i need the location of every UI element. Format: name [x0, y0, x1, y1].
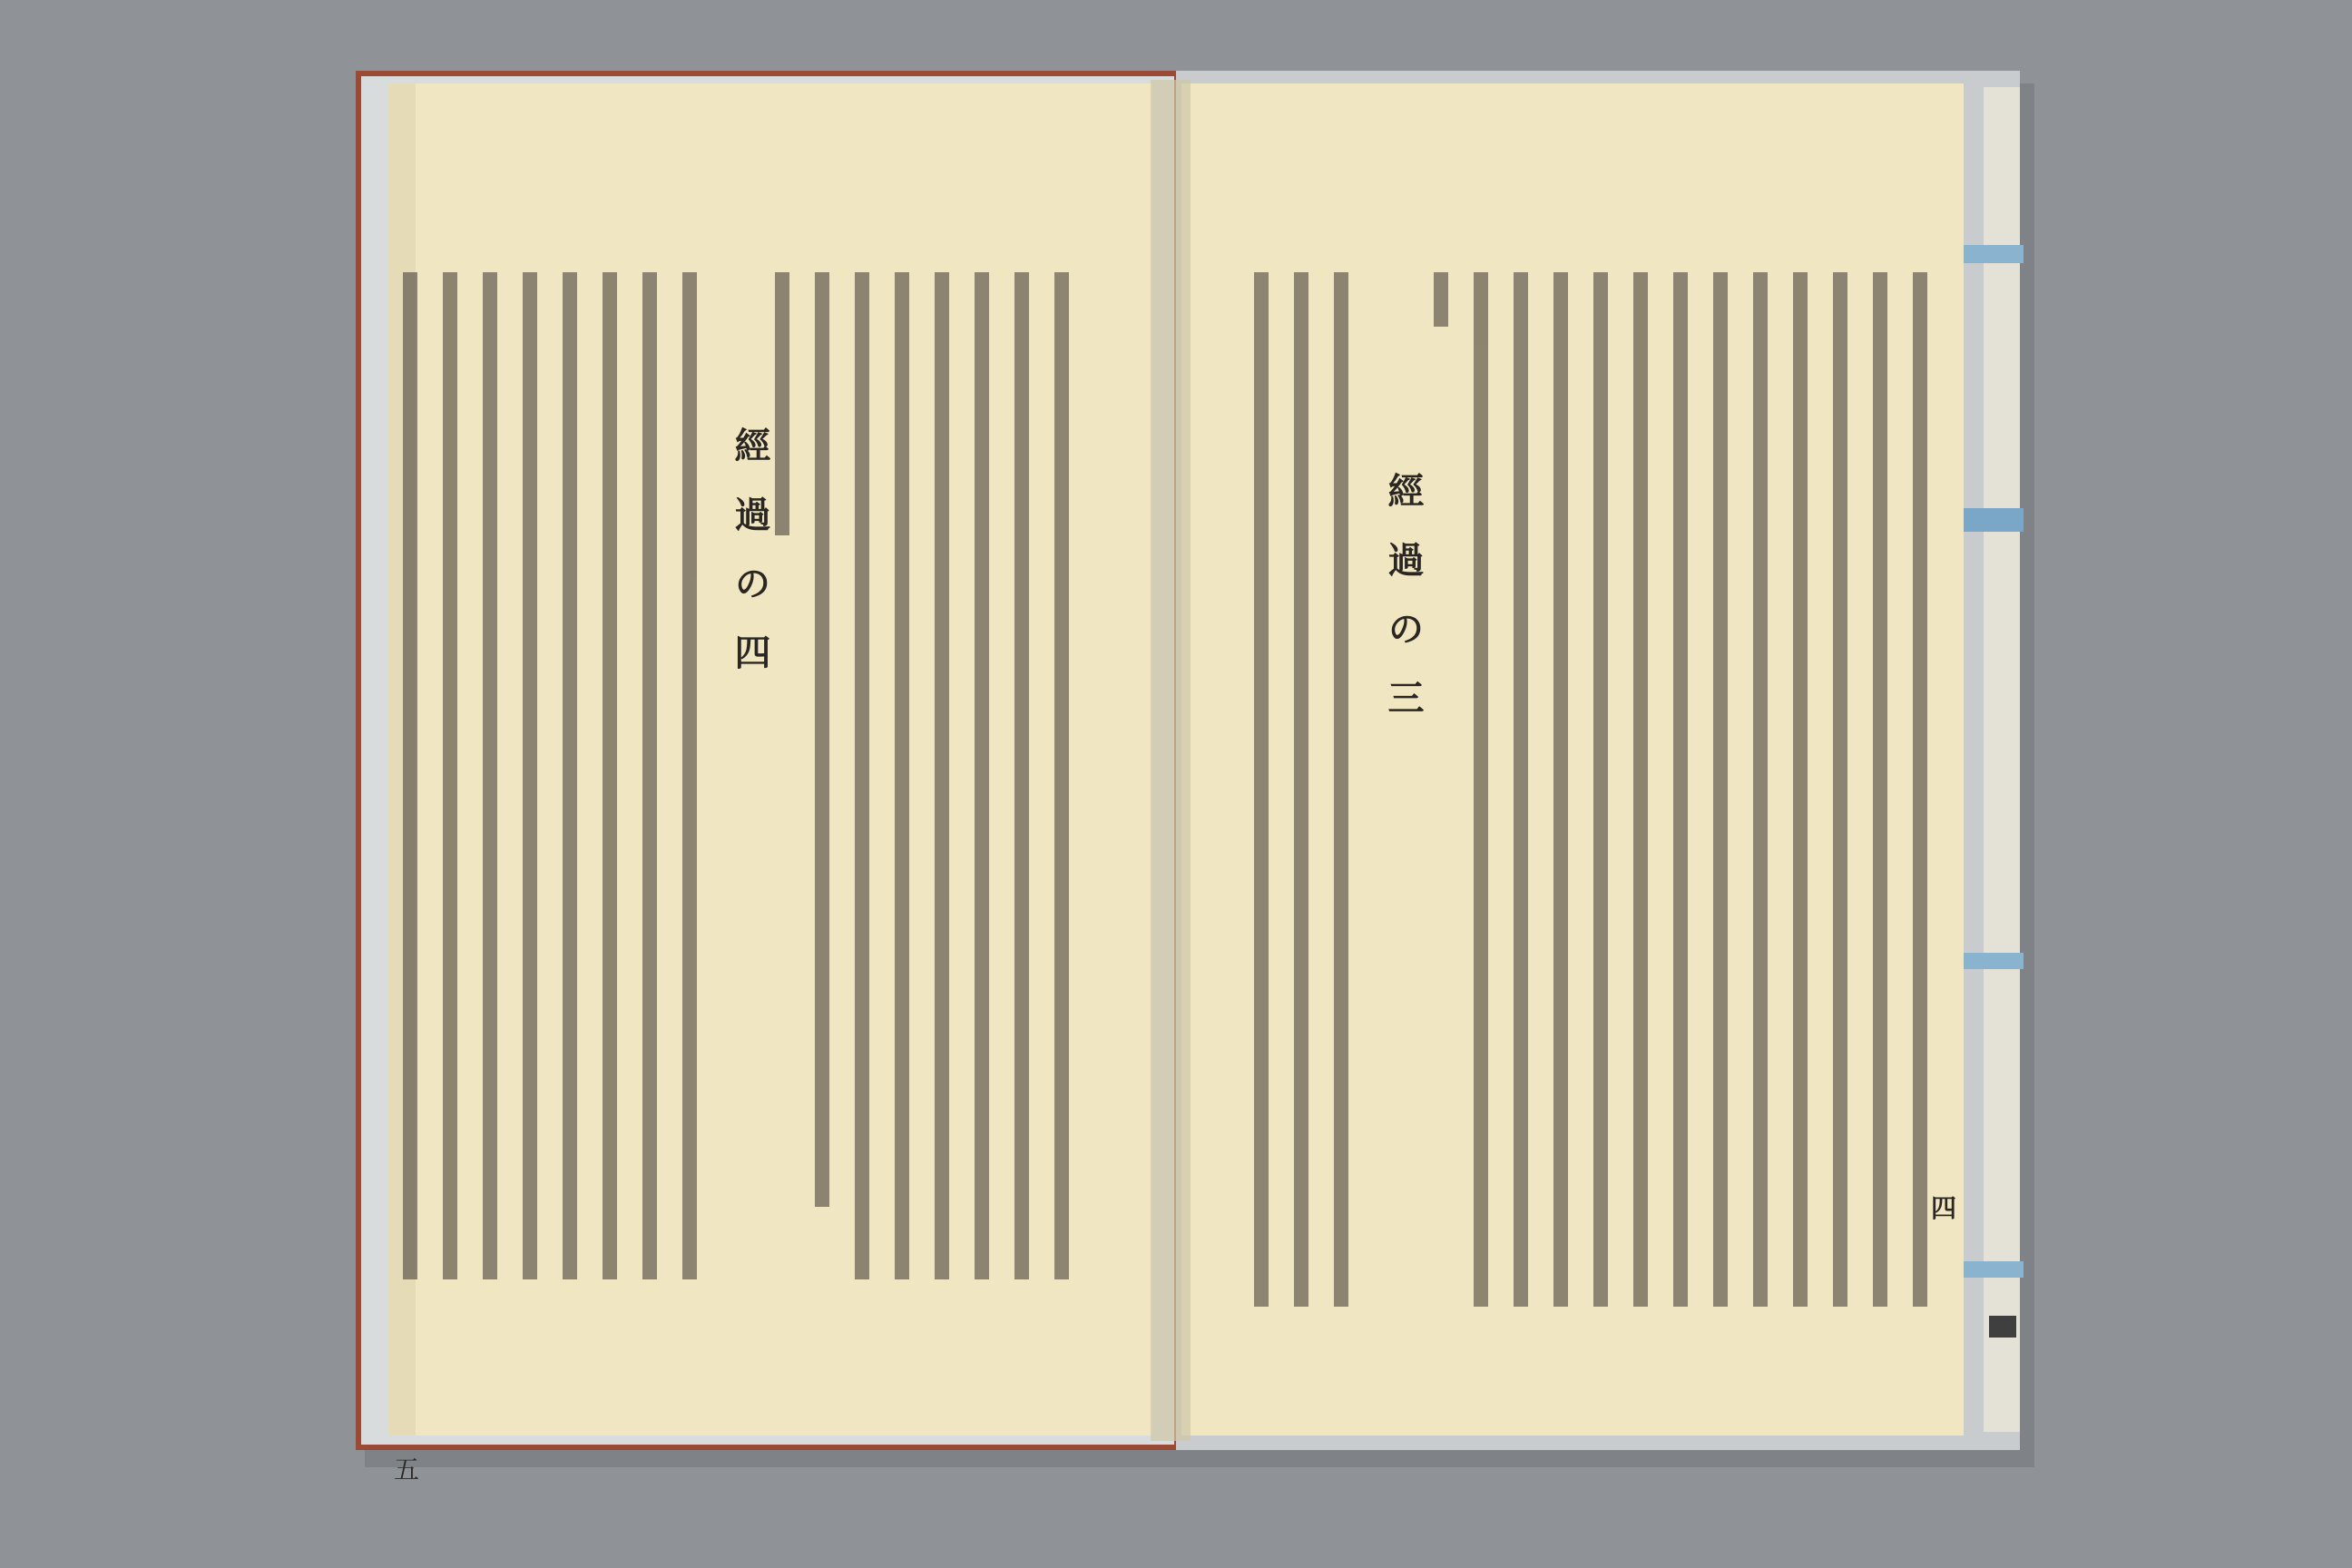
blue-tab-3 — [1960, 953, 2024, 969]
left-page — [388, 83, 1152, 1436]
blue-tab-1 — [1960, 245, 2024, 263]
dark-tab — [1989, 1316, 2016, 1338]
gutter-shadow — [1151, 80, 1191, 1441]
page-number-right: 四 — [1931, 1193, 1957, 1223]
blue-tab-2 — [1960, 508, 2024, 532]
page-number-left: 五 — [394, 1455, 420, 1485]
section-heading-left: 經過の四 — [729, 426, 771, 702]
page-stack-right — [1984, 87, 2020, 1432]
blue-tab-4 — [1960, 1261, 2024, 1278]
section-heading-right: 經過の三 — [1382, 472, 1425, 748]
